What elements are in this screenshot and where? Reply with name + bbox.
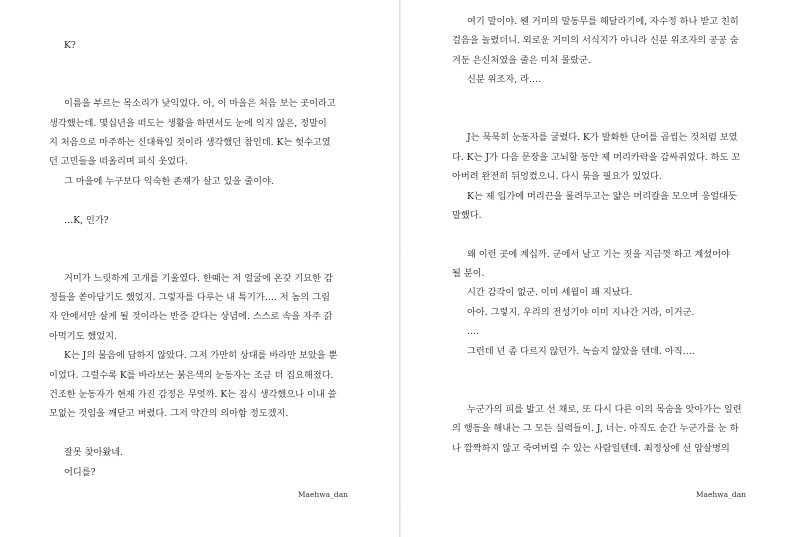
text-line (49, 191, 347, 210)
text-line (49, 249, 347, 268)
text-line: 될 분이. (452, 268, 485, 280)
text-line: 생각했는데. 몇십년을 떠도는 생활을 하면서도 눈에 익지 않은, 정말이 (49, 117, 327, 129)
text-line: 나 깜짝하지 않고 죽여버릴 수 있는 사람일텐데. 최정상에 선 암살병의 (452, 442, 730, 454)
text-line: 잘못 찾아왔네. (64, 447, 124, 459)
text-line (452, 90, 750, 109)
right-page (401, 0, 800, 537)
text-line: …. (467, 326, 480, 338)
text-line (49, 230, 347, 249)
text-line: 이름을 부르는 목소리가 낮익었다. 아, 이 마을은 처음 보는 곳이라고 (64, 98, 336, 110)
text-line (452, 361, 750, 380)
text-line: 다. K는 J가 다음 문장을 고뇌할 동안 제 머리카락을 감싸쥐었다. 하도 꼬 (452, 151, 741, 163)
text-line (452, 225, 750, 244)
text-line: K는 J의 물음에 답하지 않았다. 그저 가만히 상대를 바라만 보았을 뿐 (64, 350, 338, 362)
text-line: 정들을 쏟아담기도 했었지. 그렇자를 다루는 내 특기가…. 저 놈의 그림 (49, 292, 330, 304)
text-line: K? (64, 40, 76, 51)
text-line: 그 마을에 누구보다 익숙한 존재가 살고 있을 줄이야. (64, 175, 274, 187)
text-line: 거미가 느릿하게 고개를 기울였다. 한때는 저 얼굴에 온갖 기묘한 감 (64, 272, 333, 284)
text-line: …K, 인가? (64, 214, 109, 226)
text-line: 아버려 완전히 뒤엉켰으니. 다시 묶을 필요가 있었다. (452, 171, 662, 183)
text-line (49, 75, 347, 94)
text-line: K는 제 입가에 머리끈을 물려두고는 얇은 머리칼을 모으며 웅얼대듯 (467, 190, 737, 202)
text-line: 자 안에서만 살게 될 것이라는 반증 같다는 상념에. 스스로 속을 자주 갉 (49, 311, 333, 323)
text-line (452, 380, 750, 399)
left-page-footer: Maehwa_dan (297, 490, 348, 499)
text-line: 지 처음으로 마주하는 신대륙일 것이라 생각했던 참인데. K는 헛수고였 (49, 136, 331, 148)
text-line: 겨둔 은신처였을 줄은 미처 몰랐군. (452, 54, 591, 66)
text-line: 누군가의 피를 밟고 선 채로, 또 다시 다른 이의 목숨을 앗아가는 일련 (467, 403, 742, 415)
text-line: 여기 말이야. 웬 거미의 말동무를 해달라기에, 자수정 하나 받고 친히 (467, 16, 739, 27)
left-page (0, 0, 399, 537)
text-line: 그런데 넌 좀 다르지 않던가. 녹슬지 않았을 텐데. 아직…. (467, 345, 695, 357)
text-line: 아먹기도 했었지. (49, 330, 117, 342)
text-line: 이었다. 그럴수록 K를 바라보는 붉은색의 눈동자는 조금 더 집요해졌다. (49, 369, 334, 381)
text-line: 걸음을 놀렸더니. 외로운 거미의 서식지가 아니라 신분 위조자의 공공 숨 (452, 35, 739, 47)
right-page-text (452, 12, 750, 458)
text-line (49, 55, 347, 74)
text-line: 신분 위조자, 라…. (467, 74, 542, 86)
text-line: 시간 감각이 없군. 이미 세월이 꽤 지났다. (467, 287, 633, 299)
text-line: 건조한 눈동자가 현재 가진 감정은 무엇까. K는 잠시 생각했으나 이내 쓸 (49, 389, 337, 401)
left-page-text (49, 36, 347, 482)
text-line: 던 고민들을 떠올리며 피식 웃었다. (49, 156, 188, 168)
text-line: 어디를? (64, 466, 96, 478)
text-line: 말했다. (452, 209, 482, 221)
text-line: 왜 이런 곳에 계십까. 군에서 날고 기는 짓을 지금껏 하고 계셨어야 (467, 248, 730, 260)
text-line: 아아. 그렇지. 우리의 전성기야 이미 지나간 거라, 이거군. (467, 306, 695, 318)
text-line: J는 묵묵히 눈동자를 굴렸다. K가 발화한 단어를 곱씹는 것처럼 보였 (467, 132, 738, 144)
right-page-footer: Maehwa_dan (695, 490, 746, 499)
text-line: 모없는 것임을 깨닫고 버렸다. 그저 약간의 의아함 정도겠지. (49, 408, 289, 420)
text-line: 의 행동을 해내는 그 모든 실력들이. J, 너는. 아직도 순간 누군가를 눈 하 (452, 423, 739, 435)
text-line (49, 424, 347, 443)
text-line (452, 109, 750, 128)
